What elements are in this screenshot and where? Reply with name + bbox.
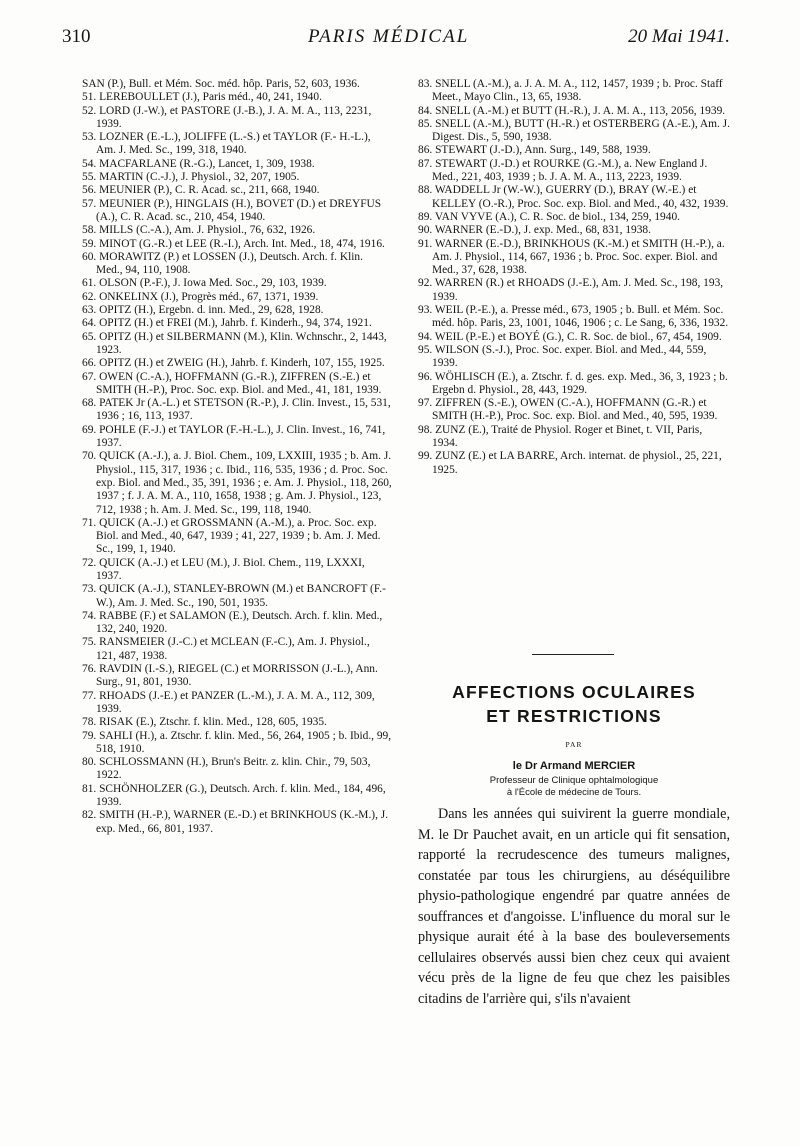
reference-entry: 68. PATEK Jr (A.-L.) et STETSON (R.-P.), J. Clin. Invest., 15, 531, 1936 ; 16, 113, 1937. — [82, 397, 391, 423]
reference-entry: 83. SNELL (A.-M.), a. J. A. M. A., 112, 1457, 1939 ; b. Proc. Staff Meet., Mayo Clin., 13, 65, 1938. — [418, 78, 723, 104]
author-affiliation — [418, 775, 730, 799]
journal-title: PARIS MÉDICAL — [308, 26, 470, 47]
reference-entry: 96. WÖHLISCH (E.), a. Ztschr. f. d. ges. exp. Med., 36, 3, 1923 ; b. Ergebn d. Physiol., 28, 443, 1929. — [418, 370, 728, 396]
reference-entry: 74. RABBE (F.) et SALAMON (E.), Deutsch. Arch. f. klin. Med., 132, 240, 1920. — [82, 609, 383, 636]
page-header — [62, 26, 730, 66]
reference-entry: 59. MINOT (G.-R.) et LEE (R.-I.), Arch. Int. Med., 18, 474, 1916. — [82, 237, 385, 250]
byline-par: PAR — [565, 740, 583, 749]
reference-entry: 70. QUICK (A.-J.), a. J. Biol. Chem., 109, LXXIII, 1935 ; b. Am. J. Physiol., 115, 317, 1936 ; c. Ibid., 116, 535, 1936 ; d. Proc. Soc. exp. Biol. and Med., 35, 391, 1936 ; e. Am. J. Physiol., 118, 260, 1937 ; f. J. A. M. A., 110, 1658, 1938 ; g. Am. J. Physiol., 123, 712, 1938 ; h. Am. J. Med. Sc., 199, 118, 1940. — [82, 450, 392, 516]
reference-entry: 85. SNELL (A.-M.), BUTT (H.-R.) et OSTERBERG (A.-E.), Am. J. Digest. Dis., 5, 590, 1938. — [418, 117, 730, 144]
reference-entry: 66. OPITZ (H.) et ZWEIG (H.), Jahrb. f. Kinderh, 107, 155, 1925. — [82, 357, 385, 370]
reference-entry: 80. SCHLOSSMANN (H.), Brun's Beitr. z. klin. Chir., 79, 503, 1922. — [82, 756, 371, 782]
reference-entry: 61. OLSON (P.-F.), J. Iowa Med. Soc., 29, 103, 1939. — [82, 277, 327, 290]
reference-entry: 71. QUICK (A.-J.) et GROSSMANN (A.-M.), a. Proc. Soc. exp. Biol. and Med., 40, 647, 1939 ; 41, 227, 1939 ; b. Am. J. Med. Sc., 199, 1, 1940. — [82, 516, 381, 556]
affiliation-line-1: Professeur de Clinique ophtalmologique — [489, 775, 659, 786]
reference-entry: 54. MACFARLANE (R.-G.), Lancet, 1, 309, 1938. — [82, 157, 315, 170]
reference-entry: 90. WARNER (E.-D.), J. exp. Med., 68, 831, 1938. — [418, 224, 651, 237]
references-right-column — [418, 78, 730, 477]
article-author: le Dr Armand MERCIER — [512, 760, 636, 772]
reference-entry: 57. MEUNIER (P.), HINGLAIS (H.), BOVET (D.) et DREYFUS (A.), C. R. Acad. sc., 210, 454, 1940. — [82, 197, 382, 223]
reference-entry: 84. SNELL (A.-M.) et BUTT (H.-R.), J. A. M. A., 113, 2056, 1939. — [418, 104, 726, 117]
article-title-line-2: ET RESTRICTIONS — [486, 706, 662, 726]
reference-entry: 67. OWEN (C.-A.), HOFFMANN (G.-R.), ZIFFREN (S.-E.) et SMITH (H.-P.), Proc. Soc. exp. Biol. and Med., 41, 181, 1939. — [82, 370, 382, 396]
reference-entry: 65. OPITZ (H.) et SILBERMANN (M.), Klin. Wchnschr., 2, 1443, 1923. — [82, 330, 387, 356]
article-body: Dans les années qui suivirent la guerre mondiale, M. le Dr Pauchet avait, en un article qui fit sensation, rapporté la recrudescence des tumeurs malignes, constatée par tous les chirurgiens, au déséquilibre physio-pathologique engendré par quatre années de souffrances et d'angoisse. L'influence du moral sur le physique aurait été à la base des bouleversements cellulaires observés aussi bien chez ceux qui avaient vécu près de la ligne de feu que chez les paisibles citadins de l'arrière qui, s'ils n'avaient — [418, 806, 730, 1007]
reference-entry: 72. QUICK (A.-J.) et LEU (M.), J. Biol. Chem., 119, LXXXI, 1937. — [82, 556, 365, 582]
reference-entry: 86. STEWART (J.-D.), Ann. Surg., 149, 588, 1939. — [418, 144, 651, 157]
references-left-column — [82, 78, 392, 836]
page-number: 310 — [62, 26, 91, 47]
reference-entry: 77. RHOADS (J.-E.) et PANZER (L.-M.), J. A. M. A., 112, 309, 1939. — [82, 689, 375, 715]
reference-entry: 79. SAHLI (H.), a. Ztschr. f. klin. Med., 56, 264, 1905 ; b. Ibid., 99, 518, 1910. — [82, 729, 392, 755]
reference-entry: 60. MORAWITZ (P.) et LOSSEN (J.), Deutsch. Arch. f. Klin. Med., 94, 110, 1908. — [82, 250, 363, 277]
reference-entry: 82. SMITH (H.-P.), WARNER (E.-D.) et BRINKHOUS (K.-M.), J. exp. Med., 66, 801, 1937. — [82, 809, 389, 835]
reference-entry: 75. RANSMEIER (J.-C.) et MCLEAN (F.-C.), Am. J. Physiol., 121, 487, 1938. — [82, 636, 370, 662]
reference-entry: 56. MEUNIER (P.), C. R. Acad. sc., 211, 668, 1940. — [82, 184, 320, 197]
reference-entry: 58. MILLS (C.-A.), Am. J. Physiol., 76, 632, 1926. — [82, 224, 316, 237]
reference-entry: 64. OPITZ (H.) et FREI (M.), Jahrb. f. Kinderh., 94, 374, 1921. — [82, 317, 372, 330]
reference-entry: 78. RISAK (E.), Ztschr. f. klin. Med., 128, 605, 1935. — [82, 716, 327, 729]
affiliation-line-2: à l'École de médecine de Tours. — [506, 787, 642, 798]
reference-entry: 51. LEREBOULLET (J.), Paris méd., 40, 241, 1940. — [82, 91, 322, 104]
reference-entry: 63. OPITZ (H.), Ergebn. d. inn. Med., 29, 628, 1928. — [82, 304, 324, 317]
reference-entry: 94. WEIL (P.-E.) et BOYÉ (G.), C. R. Soc. de biol., 67, 454, 1909. — [418, 330, 722, 343]
reference-entry: 88. WADDELL Jr (W.-W.), GUERRY (D.), BRAY (W.-E.) et KELLEY (O.-R.), Proc. Soc. exp. Biol. and Med., 40, 432, 1939. — [418, 184, 729, 210]
reference-entry: 92. WARREN (R.) et RHOADS (J.-E.), Am. J. Med. Sc., 198, 193, 1939. — [418, 277, 724, 303]
reference-entry: 95. WILSON (S.-J.), Proc. Soc. exper. Biol. and Med., 44, 559, 1939. — [418, 343, 707, 370]
reference-entry: 98. ZUNZ (E.), Traité de Physiol. Roger et Binet, t. VII, Paris, 1934. — [418, 423, 703, 450]
reference-entry: 69. POHLE (F.-J.) et TAYLOR (F.-H.-L.), J. Clin. Invest., 16, 741, 1937. — [82, 423, 386, 450]
reference-entry: 97. ZIFFREN (S.-E.), OWEN (C.-A.), HOFFMANN (G.-R.) et SMITH (H.-P.), Proc. Soc. exp. Biol. and Med., 40, 595, 1939. — [418, 397, 718, 423]
issue-date: 20 Mai 1941. — [628, 26, 730, 47]
section-divider — [532, 654, 614, 655]
reference-entry: 53. LOZNER (E.-L.), JOLIFFE (L.-S.) et TAYLOR (F.- H.-L.), Am. J. Med. Sc., 199, 318, 1940. — [82, 131, 371, 157]
reference-entry: 81. SCHÖNHOLZER (G.), Deutsch. Arch. f. klin. Med., 184, 496, 1939. — [82, 782, 386, 809]
reference-entry: 99. ZUNZ (E.) et LA BARRE, Arch. internat. de physiol., 25, 221, 1925. — [418, 450, 722, 476]
reference-entry: SAN (P.), Bull. et Mém. Soc. méd. hôp. Paris, 52, 603, 1936. — [82, 78, 360, 90]
reference-entry: 76. RAVDIN (I.-S.), RIEGEL (C.) et MORRISSON (J.-L.), Ann. Surg., 91, 801, 1930. — [82, 663, 378, 689]
reference-entry: 89. VAN VYVE (A.), C. R. Soc. de biol., 134, 259, 1940. — [418, 210, 680, 223]
reference-entry: 91. WARNER (E.-D.), BRINKHOUS (K.-M.) et SMITH (H.-P.), a. Am. J. Physiol., 114, 667, 1936 ; b. Proc. Soc. exper. Biol. and Med., 37, 628, 1938. — [418, 237, 725, 277]
reference-entry: 62. ONKELINX (J.), Progrès méd., 67, 1371, 1939. — [82, 290, 319, 303]
reference-entry: 55. MARTIN (C.-J.), J. Physiol., 32, 207, 1905. — [82, 171, 300, 184]
reference-entry: 87. STEWART (J.-D.) et ROURKE (G.-M.), a. New England J. Med., 221, 403, 1939 ; b. J. A. M. A., 113, 2223, 1939. — [418, 157, 708, 184]
article-title-line-1: AFFECTIONS OCULAIRES — [452, 682, 696, 702]
reference-entry: 93. WEIL (P.-E.), a. Presse méd., 673, 1905 ; b. Bull. et Mém. Soc. méd. hôp. Paris, 23, 1001, 1046, 1906 ; c. Le Sang, 6, 336, 1932. — [418, 304, 729, 330]
reference-entry: 52. LORD (J.-W.), et PASTORE (J.-B.), J. A. M. A., 113, 2231, 1939. — [82, 104, 372, 130]
reference-entry: 73. QUICK (A.-J.), STANLEY-BROWN (M.) et BANCROFT (F.-W.), Am. J. Med. Sc., 190, 501, 1935. — [82, 583, 386, 609]
